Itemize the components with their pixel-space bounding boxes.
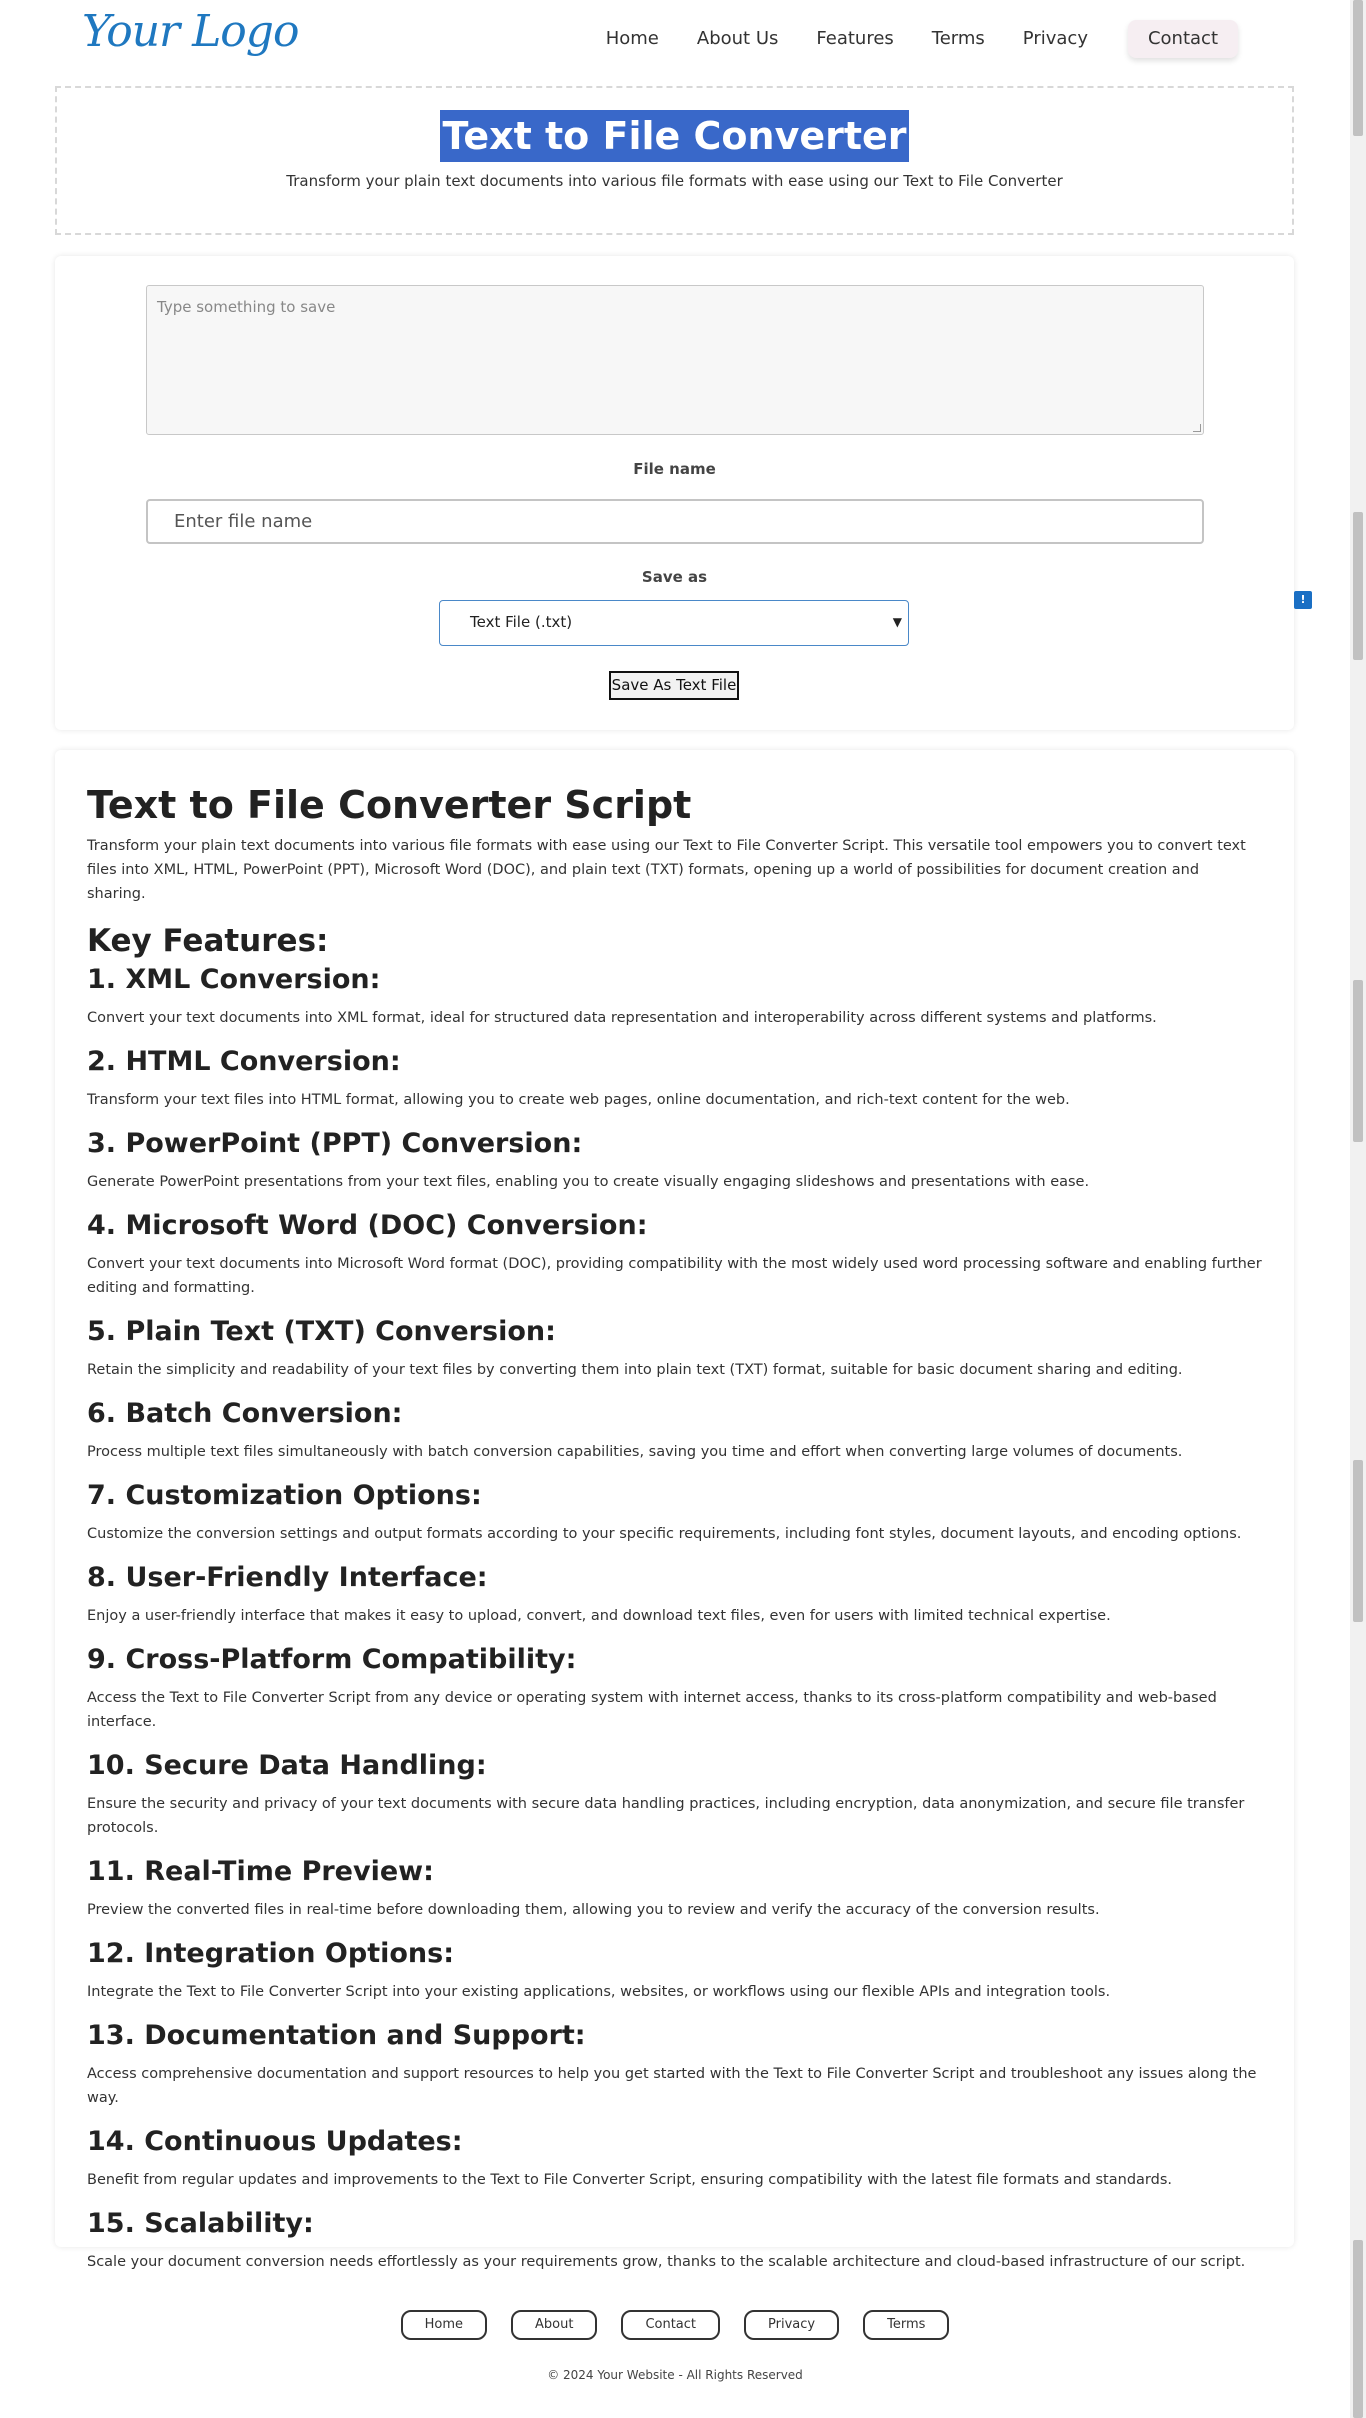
filename-input[interactable]	[146, 499, 1204, 544]
feature-item	[87, 1314, 1262, 1382]
footer-link-privacy[interactable]: Privacy	[744, 2310, 839, 2340]
feature-item	[87, 1748, 1262, 1840]
resize-handle-icon[interactable]	[1193, 424, 1201, 432]
feature-text: Integrate the Text to File Converter Script into your existing applications, websites, or workflows using our flexible APIs and integration tools.	[87, 1984, 1111, 2000]
feature-item	[87, 2206, 1262, 2274]
article-title: Text to File Converter Script	[87, 783, 692, 827]
scrollbar-thumb[interactable]	[1353, 980, 1363, 1142]
feature-text: Generate PowerPoint presentations from your text files, enabling you to create visually engaging slideshows and presentations with ease.	[87, 1174, 1090, 1190]
feature-title: 1. XML Conversion:	[87, 964, 381, 995]
save-as-label: Save as	[641, 568, 708, 586]
hero-title: Text to File Converter	[440, 110, 908, 162]
nav-link-privacy[interactable]: Privacy	[1022, 28, 1088, 49]
nav-links	[568, 20, 1238, 58]
feature-title: 3. PowerPoint (PPT) Conversion:	[87, 1128, 583, 1159]
converter-form	[55, 256, 1294, 730]
scrollbar-thumb[interactable]	[1353, 0, 1363, 136]
feature-text: Access the Text to File Converter Script from any device or operating system with internet access, thanks to its cross-platform compatibility and web-based interface.	[87, 1690, 1217, 1730]
feature-item	[87, 1642, 1262, 1734]
footer-link-terms[interactable]: Terms	[863, 2310, 949, 2340]
feature-item	[87, 1044, 1262, 1112]
feature-text: Process multiple text files simultaneously with batch conversion capabilities, saving you time and effort when converting large volumes of documents.	[87, 1444, 1183, 1460]
nav-link-features[interactable]: Features	[816, 28, 894, 49]
feature-title: 15. Scalability:	[87, 2208, 314, 2239]
feature-item	[87, 1396, 1262, 1464]
alert-icon[interactable]: !	[1294, 591, 1312, 609]
filename-label: File name	[633, 460, 716, 478]
feature-text: Access comprehensive documentation and support resources to help you get started with the Text to File Converter Script and troubleshoot any issues along the way.	[87, 2066, 1257, 2106]
nav-link-about-us[interactable]: About Us	[696, 28, 779, 49]
top-nav	[0, 0, 1350, 78]
scrollbar[interactable]	[1350, 0, 1366, 2418]
features-list	[87, 962, 1262, 2274]
nav-link-terms[interactable]: Terms	[931, 28, 985, 49]
feature-text: Customize the conversion settings and output formats according to your specific requirements, including font styles, document layouts, and encoding options.	[87, 1526, 1242, 1542]
footer	[0, 2310, 1350, 2382]
feature-text: Ensure the security and privacy of your text documents with secure data handling practices, including encryption, data anonymization, and secure file transfer protocols.	[87, 1796, 1245, 1836]
format-select[interactable]	[439, 600, 909, 646]
hero-banner	[55, 86, 1294, 235]
feature-title: 14. Continuous Updates:	[87, 2126, 463, 2157]
text-input-placeholder: Type something to save	[157, 298, 336, 316]
copyright: © 2024 Your Website - All Rights Reserved	[547, 2368, 803, 2382]
scrollbar-thumb[interactable]	[1353, 512, 1363, 660]
feature-text: Retain the simplicity and readability of your text files by converting them into plain text (TXT) format, suitable for basic document sharing and editing.	[87, 1362, 1183, 1378]
feature-item	[87, 1854, 1262, 1922]
feature-title: 4. Microsoft Word (DOC) Conversion:	[87, 1210, 648, 1241]
feature-title: 12. Integration Options:	[87, 1938, 454, 1969]
feature-text: Preview the converted files in real-time before downloading them, allowing you to review and verify the accuracy of the conversion results.	[87, 1902, 1100, 1918]
nav-link-home[interactable]: Home	[605, 28, 659, 49]
features-heading: Key Features:	[87, 923, 329, 959]
scrollbar-thumb[interactable]	[1353, 1460, 1363, 1622]
filename-placeholder: Enter file name	[174, 511, 313, 532]
feature-title: 5. Plain Text (TXT) Conversion:	[87, 1316, 556, 1347]
feature-text: Convert your text documents into Microsoft Word format (DOC), providing compatibility with the most widely used word processing software and enabling further editing and formatting.	[87, 1256, 1262, 1296]
scrollbar-thumb[interactable]	[1353, 2240, 1363, 2418]
feature-title: 8. User-Friendly Interface:	[87, 1562, 488, 1593]
footer-links	[0, 2310, 1350, 2340]
feature-title: 13. Documentation and Support:	[87, 2020, 586, 2051]
feature-title: 7. Customization Options:	[87, 1480, 482, 1511]
chevron-down-icon: ▼	[892, 615, 902, 629]
save-button[interactable]: Save As Text File	[609, 671, 739, 700]
feature-title: 10. Secure Data Handling:	[87, 1750, 487, 1781]
feature-item	[87, 1560, 1262, 1628]
footer-link-home[interactable]: Home	[401, 2310, 487, 2340]
hero-subtitle: Transform your plain text documents into various file formats with ease using our Text to File Converter	[286, 172, 1063, 190]
footer-link-contact[interactable]: Contact	[621, 2310, 720, 2340]
feature-text: Convert your text documents into XML format, ideal for structured data representation and interoperability across different systems and platforms.	[87, 1010, 1157, 1026]
feature-item	[87, 2018, 1262, 2110]
text-input-area[interactable]	[146, 285, 1204, 435]
format-select-value: Text File (.txt)	[470, 613, 573, 631]
feature-item	[87, 2124, 1262, 2192]
feature-item	[87, 1208, 1262, 1300]
feature-text: Scale your document conversion needs effortlessly as your requirements grow, thanks to the scalable architecture and cloud-based infrastructure of our script.	[87, 2254, 1246, 2270]
feature-item	[87, 962, 1262, 1030]
footer-link-about[interactable]: About	[511, 2310, 597, 2340]
feature-item	[87, 1936, 1262, 2004]
feature-item	[87, 1126, 1262, 1194]
feature-title: 11. Real-Time Preview:	[87, 1856, 434, 1887]
content-article	[55, 750, 1294, 2270]
feature-title: 9. Cross-Platform Compatibility:	[87, 1644, 577, 1675]
nav-link-contact[interactable]: Contact	[1128, 20, 1238, 58]
article-intro: Transform your plain text documents into various file formats with ease using our Text to File Converter Script. This versatile tool empowers you to convert text files into XML, HTML, PowerPoint (PPT), Microsoft Word (DOC), and plain text (TXT) formats, opening up a world of possibilities for document creation and sharing.	[87, 838, 1246, 902]
feature-text: Transform your text files into HTML format, allowing you to create web pages, online documentation, and rich-text content for the web.	[87, 1092, 1070, 1108]
feature-title: 2. HTML Conversion:	[87, 1046, 401, 1077]
feature-text: Enjoy a user-friendly interface that makes it easy to upload, convert, and download text files, even for users with limited technical expertise.	[87, 1608, 1111, 1624]
feature-text: Benefit from regular updates and improvements to the Text to File Converter Script, ensuring compatibility with the latest file formats and standards.	[87, 2172, 1172, 2188]
logo[interactable]: Your Logo	[82, 6, 299, 57]
feature-title: 6. Batch Conversion:	[87, 1398, 403, 1429]
feature-item	[87, 1478, 1262, 1546]
